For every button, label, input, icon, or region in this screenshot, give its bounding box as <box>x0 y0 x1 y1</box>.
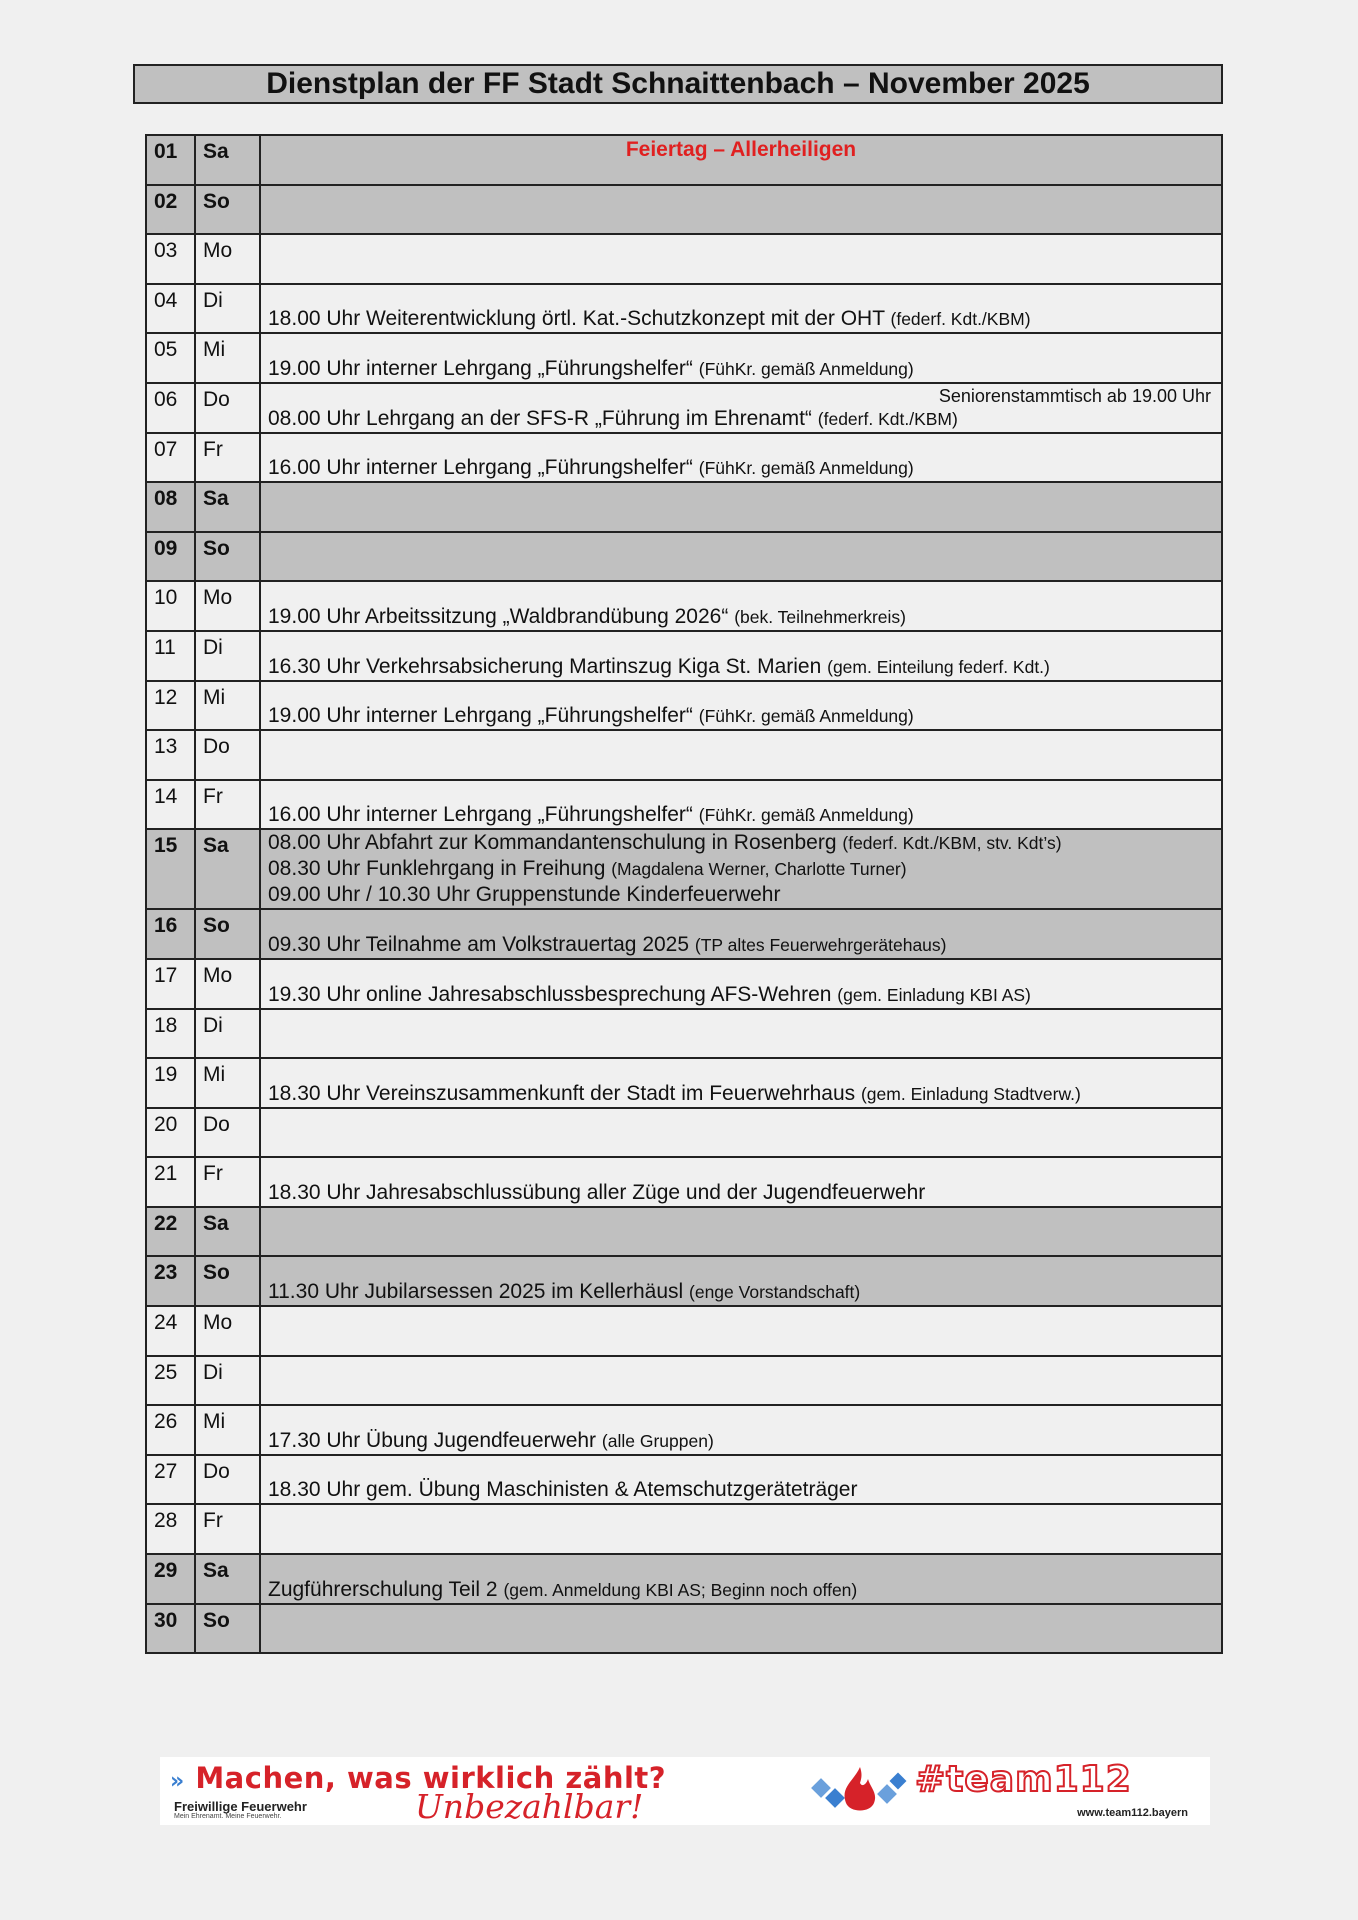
day-events <box>260 1108 1222 1158</box>
day-events <box>260 1554 1222 1604</box>
day-events <box>260 1455 1222 1505</box>
table-row <box>146 730 1222 780</box>
event-note: (enge Vorstandschaft) <box>689 1282 861 1303</box>
weekday: Mo <box>195 234 260 284</box>
event-line <box>268 830 1215 856</box>
day-events <box>260 383 1222 433</box>
day-number: 21 <box>146 1157 195 1207</box>
weekday: Sa <box>195 1207 260 1257</box>
table-row <box>146 482 1222 532</box>
event-text: 09.30 Uhr Teilnahme am Volkstrauertag 2025 <box>268 932 690 956</box>
event-note: (Magdalena Werner, Charlotte Turner) <box>611 859 907 880</box>
day-number: 30 <box>146 1604 195 1654</box>
schedule-table <box>145 134 1223 1654</box>
event-line <box>268 654 1215 680</box>
weekday: Fr <box>195 433 260 483</box>
table-row <box>146 1207 1222 1257</box>
day-number: 26 <box>146 1405 195 1455</box>
table-row <box>146 780 1222 830</box>
day-events <box>260 581 1222 631</box>
table-row <box>146 135 1222 185</box>
event-line <box>268 802 1215 828</box>
event-text: 19.00 Uhr interner Lehrgang „Führungshelfer“ <box>268 704 693 728</box>
weekday: Do <box>195 383 260 433</box>
banner-headline: Machen, was wirklich zählt? <box>195 1761 667 1795</box>
event-text: 18.30 Uhr Vereinszusammenkunft der Stadt im Feuerwehrhaus <box>268 1081 856 1105</box>
table-row <box>146 959 1222 1009</box>
team112-banner <box>160 1757 1210 1825</box>
event-line <box>268 932 1215 958</box>
day-number: 19 <box>146 1058 195 1108</box>
table-row <box>146 532 1222 582</box>
day-number: 22 <box>146 1207 195 1257</box>
weekday: Do <box>195 730 260 780</box>
day-number: 14 <box>146 780 195 830</box>
weekday: Di <box>195 1356 260 1406</box>
event-text: 19.00 Uhr Arbeitssitzung „Waldbrandübung 2026“ <box>268 604 729 628</box>
table-row <box>146 681 1222 731</box>
event-line <box>268 703 1215 729</box>
day-events <box>260 730 1222 780</box>
event-note: (gem. Einteilung federf. Kdt.) <box>827 656 1050 677</box>
weekday: Mo <box>195 1306 260 1356</box>
event-line <box>268 1428 1215 1454</box>
weekday: Mi <box>195 1405 260 1455</box>
event-note: (gem. Einladung Stadtverw.) <box>860 1083 1081 1104</box>
event-note: (federf. Kdt./KBM) <box>890 309 1031 330</box>
event-note: (FühKr. gemäß Anmeldung) <box>698 706 914 727</box>
table-row <box>146 829 1222 909</box>
day-number: 28 <box>146 1504 195 1554</box>
weekday: So <box>195 1256 260 1306</box>
event-note: (gem. Anmeldung KBI AS; Beginn noch offen) <box>503 1579 858 1600</box>
table-row <box>146 1058 1222 1108</box>
event-line <box>268 882 1215 908</box>
table-row <box>146 1554 1222 1604</box>
event-line <box>268 856 1215 882</box>
table-row <box>146 383 1222 433</box>
event-text: 11.30 Uhr Jubilarsessen 2025 im Kellerhäusl <box>268 1280 684 1304</box>
day-number: 03 <box>146 234 195 284</box>
day-events <box>260 1207 1222 1257</box>
event-note: (federf. Kdt./KBM, stv. Kdt’s) <box>842 833 1062 854</box>
day-number: 04 <box>146 284 195 334</box>
day-number: 10 <box>146 581 195 631</box>
event-text: 18.30 Uhr Jahresabschlussübung aller Züge und der Jugendfeuerwehr <box>268 1180 926 1204</box>
day-events <box>260 234 1222 284</box>
weekday: Fr <box>195 1504 260 1554</box>
day-events <box>260 780 1222 830</box>
table-row <box>146 1108 1222 1158</box>
weekday: Mo <box>195 959 260 1009</box>
event-line <box>268 455 1215 481</box>
banner-org-sub: Mein Ehrenamt. Meine Feuerwehr. <box>174 1813 282 1820</box>
weekday: Do <box>195 1108 260 1158</box>
event-line <box>268 1180 1215 1206</box>
event-line <box>268 1279 1215 1305</box>
day-number: 17 <box>146 959 195 1009</box>
event-note: (gem. Einladung KBI AS) <box>837 984 1031 1005</box>
day-events <box>260 532 1222 582</box>
day-events <box>260 333 1222 383</box>
weekday: Di <box>195 284 260 334</box>
event-line <box>268 1477 1215 1503</box>
day-number: 05 <box>146 333 195 383</box>
day-events <box>260 1306 1222 1356</box>
day-number: 27 <box>146 1455 195 1505</box>
event-line <box>268 982 1215 1008</box>
day-number: 24 <box>146 1306 195 1356</box>
banner-url: www.team112.bayern <box>1077 1807 1188 1819</box>
table-row <box>146 1009 1222 1059</box>
day-number: 08 <box>146 482 195 532</box>
event-text: 08.30 Uhr Funklehrgang in Freihung <box>268 857 606 881</box>
event-text: 08.00 Uhr Abfahrt zur Kommandantenschulung in Rosenberg <box>268 831 837 855</box>
day-events <box>260 1256 1222 1306</box>
weekday: Sa <box>195 482 260 532</box>
event-text: 16.30 Uhr Verkehrsabsicherung Martinszug Kiga St. Marien <box>268 654 822 678</box>
day-events <box>260 1356 1222 1406</box>
day-number: 16 <box>146 909 195 959</box>
table-row <box>146 1455 1222 1505</box>
day-events <box>260 482 1222 532</box>
table-row <box>146 1405 1222 1455</box>
page-title: Dienstplan der FF Stadt Schnaittenbach – November 2025 <box>133 64 1223 104</box>
event-text: 08.00 Uhr Lehrgang an der SFS-R „Führung im Ehrenamt“ <box>268 406 812 430</box>
double-arrow-icon: » <box>170 1769 185 1794</box>
holiday-label: Feiertag – Allerheiligen <box>625 138 857 161</box>
weekday: Mi <box>195 681 260 731</box>
table-row <box>146 1306 1222 1356</box>
event-text: 19.30 Uhr online Jahresabschlussbesprechung AFS-Wehren <box>268 982 832 1006</box>
day-events <box>260 1058 1222 1108</box>
event-text: 18.00 Uhr Weiterentwicklung örtl. Kat.-Schutzkonzept mit der OHT <box>268 307 885 331</box>
table-row <box>146 284 1222 334</box>
day-events <box>260 681 1222 731</box>
event-note: (alle Gruppen) <box>601 1430 714 1451</box>
event-line <box>268 306 1215 332</box>
weekday: Fr <box>195 1157 260 1207</box>
weekday: Di <box>195 1009 260 1059</box>
event-note: (TP altes Feuerwehrgerätehaus) <box>694 934 947 955</box>
day-events <box>260 1604 1222 1654</box>
table-row <box>146 433 1222 483</box>
weekday: Fr <box>195 780 260 830</box>
day-events <box>260 959 1222 1009</box>
weekday: So <box>195 185 260 235</box>
day-events <box>260 135 1222 185</box>
event-text: 19.00 Uhr interner Lehrgang „Führungshelfer“ <box>268 356 693 380</box>
table-row <box>146 1256 1222 1306</box>
event-text: 09.00 Uhr / 10.30 Uhr Gruppenstunde Kinderfeuerwehr <box>268 883 781 907</box>
day-number: 15 <box>146 829 195 909</box>
day-events <box>260 829 1222 909</box>
table-row <box>146 1157 1222 1207</box>
weekday: Mi <box>195 333 260 383</box>
event-note: (FühKr. gemäß Anmeldung) <box>698 358 914 379</box>
banner-org: Freiwillige Feuerwehr <box>174 1799 307 1814</box>
weekday: Sa <box>195 1554 260 1604</box>
banner-script: Unbezahlbar! <box>415 1787 644 1825</box>
weekday: Sa <box>195 829 260 909</box>
day-events <box>260 185 1222 235</box>
weekday: Mo <box>195 581 260 631</box>
day-events <box>260 284 1222 334</box>
table-row <box>146 1356 1222 1406</box>
event-text: 17.30 Uhr Übung Jugendfeuerwehr <box>268 1428 597 1452</box>
event-text: 16.00 Uhr interner Lehrgang „Führungshelfer“ <box>268 456 693 480</box>
day-number: 25 <box>146 1356 195 1406</box>
day-number: 23 <box>146 1256 195 1306</box>
day-events <box>260 631 1222 681</box>
day-number: 18 <box>146 1009 195 1059</box>
table-row <box>146 185 1222 235</box>
day-number: 29 <box>146 1554 195 1604</box>
event-line <box>268 604 1215 630</box>
table-row <box>146 234 1222 284</box>
weekday: Sa <box>195 135 260 185</box>
banner-hashtag: #team112 <box>915 1759 1132 1800</box>
table-row <box>146 909 1222 959</box>
day-number: 11 <box>146 631 195 681</box>
weekday: So <box>195 1604 260 1654</box>
event-note: (federf. Kdt./KBM) <box>817 408 958 429</box>
day-number: 12 <box>146 681 195 731</box>
event-line <box>268 1577 1215 1603</box>
day-events <box>260 909 1222 959</box>
event-line <box>268 1081 1215 1107</box>
day-number: 20 <box>146 1108 195 1158</box>
day-number: 02 <box>146 185 195 235</box>
day-number: 07 <box>146 433 195 483</box>
event-text: 18.30 Uhr gem. Übung Maschinisten & Atemschutzgeräteträger <box>268 1478 858 1502</box>
extra-note: Seniorenstammtisch ab 19.00 Uhr <box>938 385 1211 406</box>
event-text: 16.00 Uhr interner Lehrgang „Führungshelfer“ <box>268 803 693 827</box>
event-line <box>268 356 1215 382</box>
day-number: 01 <box>146 135 195 185</box>
event-note: (bek. Teilnehmerkreis) <box>734 606 907 627</box>
event-note: (FühKr. gemäß Anmeldung) <box>698 458 914 479</box>
day-events <box>260 1157 1222 1207</box>
event-text: Zugführerschulung Teil 2 <box>268 1577 498 1601</box>
day-events <box>260 433 1222 483</box>
flame-logo-icon <box>810 1763 910 1819</box>
day-number: 06 <box>146 383 195 433</box>
weekday: Di <box>195 631 260 681</box>
event-line <box>268 406 1215 432</box>
event-note: (FühKr. gemäß Anmeldung) <box>698 805 914 826</box>
day-events <box>260 1009 1222 1059</box>
day-events <box>260 1405 1222 1455</box>
weekday: Mi <box>195 1058 260 1108</box>
day-number: 13 <box>146 730 195 780</box>
table-row <box>146 631 1222 681</box>
weekday: Do <box>195 1455 260 1505</box>
table-row <box>146 581 1222 631</box>
day-number: 09 <box>146 532 195 582</box>
day-events <box>260 1504 1222 1554</box>
table-row <box>146 1504 1222 1554</box>
weekday: So <box>195 909 260 959</box>
table-row <box>146 333 1222 383</box>
weekday: So <box>195 532 260 582</box>
table-row <box>146 1604 1222 1654</box>
